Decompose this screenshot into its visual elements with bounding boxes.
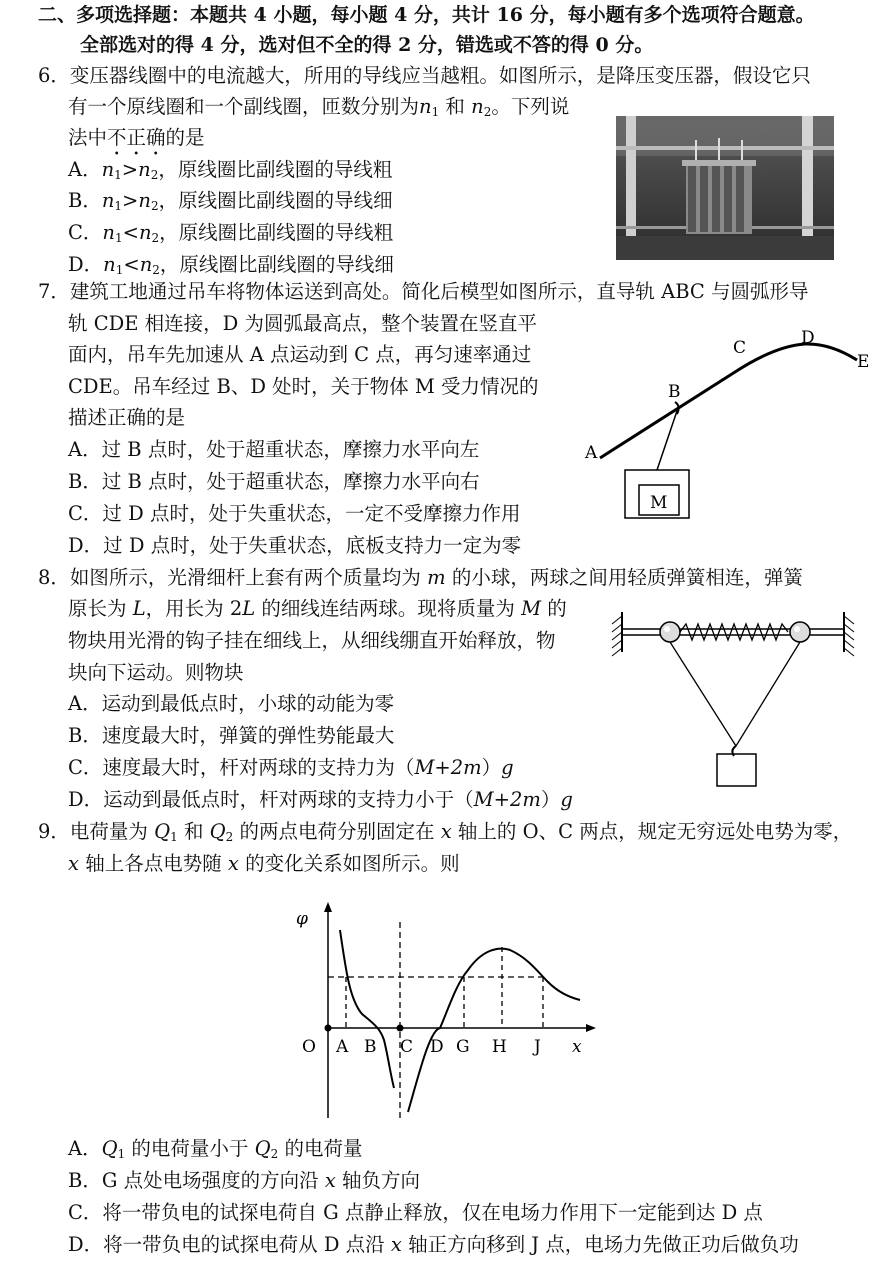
q7-line1: 7．建筑工地通过吊车将物体运送到高处。简化后模型如图所示，直导轨 ABC 与圆弧形导 (38, 280, 809, 303)
transformer-photo (616, 116, 834, 260)
q6-option-c[interactable]: C．$n_1<n_2$，原线圈比副线圈的导线粗 (68, 221, 394, 245)
q7-line5: 描述正确的是 (68, 406, 186, 429)
q6-option-b[interactable]: B．$n_1>n_2$，原线圈比副线圈的导线细 (68, 189, 393, 213)
q8-number: 8． (38, 566, 70, 589)
q8-line2: 原长为 L，用长为 2L 的细线连结两球。现将质量为 M 的 (68, 597, 567, 620)
q8-line3: 物块用光滑的钩子挂在细线上，从细线绷直开始释放，物 (68, 629, 556, 652)
q9-number: 9． (38, 820, 70, 843)
q6-line2: 有一个原线圈和一个副线圈，匝数分别为$n_1$ 和 $n_2$。下列说 (68, 95, 570, 119)
spring-rod-diagram (608, 608, 858, 793)
q7-line4: CDE。吊车经过 B、D 处时，关于物体 M 受力情况的 (68, 375, 539, 398)
potential-graph (290, 900, 610, 1122)
q8-line1: 8．如图所示，光滑细杆上套有两个质量均为 m 的小球，两球之间用轻质弹簧相连，弹簧 (38, 566, 803, 589)
q9-option-a[interactable]: A．$Q_1$ 的电荷量小于 $Q_2$ 的电荷量 (68, 1137, 363, 1161)
q6-option-a[interactable]: A．$n_1>n_2$，原线圈比副线圈的导线粗 (68, 158, 393, 182)
point-g-label: G (456, 1037, 470, 1057)
origin-label: O (302, 1037, 316, 1057)
q6-option-d[interactable]: D．$n_1<n_2$，原线圈比副线圈的导线细 (68, 253, 394, 277)
q7-number: 7． (38, 280, 70, 303)
emphasis-not-correct: 不正确 (107, 126, 166, 149)
point-a-label: A (336, 1037, 349, 1057)
label-e: E (857, 352, 870, 372)
q8-option-a[interactable]: A．运动到最低点时，小球的动能为零 (68, 692, 395, 715)
q9-line1: 9．电荷量为 $Q_1$ 和 $Q_2$ 的两点电荷分别固定在 x 轴上的 O、C 两点，规定无穷远处电势为零， (38, 820, 853, 844)
point-c-label: C (400, 1037, 414, 1057)
q6-line3: 法中不正确的是 (68, 126, 205, 149)
q7-option-a[interactable]: A．过 B 点时，处于超重状态，摩擦力水平向左 (68, 438, 480, 461)
q9-option-d[interactable]: D．将一带负电的试探电荷从 D 点沿 x 轴正方向移到 J 点，电场力先做正功后做负功 (68, 1233, 799, 1256)
label-c: C (733, 338, 747, 358)
crane-rail-diagram (575, 320, 885, 525)
q6-number: 6． (38, 64, 70, 87)
section-title: 二、多项选择题：本题共 4 小题，每小题 4 分，共计 16 分，每小题有多个选项符合题意。 (38, 4, 815, 26)
section-scoring: 全部选对的得 4 分，选对但不全的得 2 分，错选或不答的得 0 分。 (80, 34, 654, 56)
q9-option-c[interactable]: C．将一带负电的试探电荷自 G 点静止释放，仅在电场力作用下一定能到达 D 点 (68, 1201, 763, 1224)
q9-option-b[interactable]: B．G 点处电场强度的方向沿 x 轴负方向 (68, 1169, 421, 1192)
label-b: B (668, 382, 681, 402)
label-d: D (801, 328, 815, 348)
x-axis-label: x (572, 1037, 582, 1057)
q7-line2: 轨 CDE 相连接，D 为圆弧最高点，整个装置在竖直平 (68, 312, 538, 335)
q7-option-c[interactable]: C．过 D 点时，处于失重状态，一定不受摩擦力作用 (68, 502, 521, 525)
point-b-label: B (364, 1037, 377, 1057)
q9-line2: x 轴上各点电势随 x 的变化关系如图所示。则 (68, 852, 460, 875)
point-j-label: J (534, 1037, 541, 1057)
label-a: A (585, 443, 598, 463)
q6-line1 (38, 61, 811, 91)
phi-label: φ (296, 909, 308, 929)
q7-option-b[interactable]: B．过 B 点时，处于超重状态，摩擦力水平向右 (68, 470, 480, 493)
q7-option-d[interactable]: D．过 D 点时，处于失重状态，底板支持力一定为零 (68, 534, 522, 557)
point-d-label: D (430, 1037, 444, 1057)
q8-option-d[interactable]: D．运动到最低点时，杆对两球的支持力小于（M+2m）g (68, 788, 573, 811)
q7-line3: 面内，吊车先加速从 A 点运动到 C 点，再匀速率通过 (68, 343, 532, 366)
q8-option-b[interactable]: B．速度最大时，弹簧的弹性势能最大 (68, 724, 395, 747)
q6-text: 变压器线圈中的电流越大，所用的导线应当越粗。如图所示，是降压变压器，假设它只 (69, 64, 811, 87)
q8-line4: 块向下运动。则物块 (68, 661, 244, 684)
q8-option-c[interactable]: C．速度最大时，杆对两球的支持力为（M+2m）g (68, 756, 514, 779)
point-h-label: H (492, 1037, 507, 1057)
label-m: M (650, 493, 668, 513)
